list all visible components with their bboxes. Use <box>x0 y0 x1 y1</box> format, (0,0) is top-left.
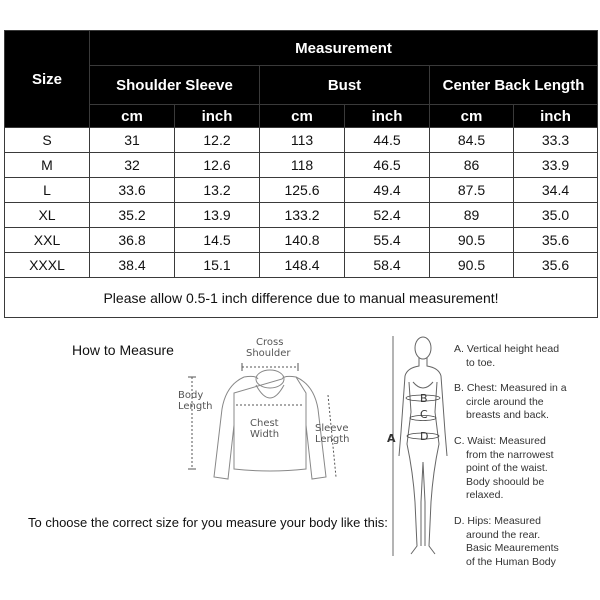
value-cell: 12.6 <box>175 153 260 178</box>
group-header-center-back-length: Center Back Length <box>430 66 598 105</box>
unit-header: inch <box>175 105 260 128</box>
value-cell: 46.5 <box>345 153 430 178</box>
sleeve-length-label: Sleeve <box>315 423 349 434</box>
body-length-label: Body <box>178 390 204 401</box>
size-cell: S <box>5 128 90 153</box>
value-cell: 118 <box>260 153 345 178</box>
legend-line: point of the waist. <box>466 462 548 474</box>
value-cell: 38.4 <box>90 253 175 278</box>
height-letter: A <box>387 432 396 445</box>
measurement-header: Measurement <box>90 31 598 66</box>
sweater-left-sleeve <box>214 377 244 479</box>
size-cell: XXXL <box>5 253 90 278</box>
unit-header: cm <box>90 105 175 128</box>
legend-line: A. Vertical height head <box>454 343 560 355</box>
value-cell: 113 <box>260 128 345 153</box>
legend-line: relaxed. <box>466 489 504 501</box>
size-cell: L <box>5 178 90 203</box>
body-length-label: Length <box>178 401 213 412</box>
chest-width-label: Chest <box>250 418 279 429</box>
value-cell: 52.4 <box>345 203 430 228</box>
value-cell: 33.9 <box>514 153 598 178</box>
legend-line: of the Human Body <box>466 555 556 568</box>
value-cell: 84.5 <box>430 128 514 153</box>
legend-line: C. Waist: Measured <box>454 435 546 447</box>
unit-header: inch <box>345 105 430 128</box>
table-row <box>5 228 598 253</box>
cross-shoulder-label: Cross <box>256 337 284 348</box>
value-cell: 35.6 <box>514 228 598 253</box>
legend-line: around the rear. <box>466 528 541 541</box>
legend-line: B. Chest: Measured in a <box>454 382 567 394</box>
value-cell: 33.3 <box>514 128 598 153</box>
legend-waist <box>454 435 594 503</box>
waist-letter: C <box>420 408 428 421</box>
value-cell: 35.6 <box>514 253 598 278</box>
value-cell: 49.4 <box>345 178 430 203</box>
legend-line: circle around the <box>466 395 544 408</box>
legend-line: breasts and back. <box>466 409 549 421</box>
measurement-note: Please allow 0.5-1 inch difference due to manual measurement! <box>5 278 598 318</box>
size-cell: XL <box>5 203 90 228</box>
body-measurement-figure <box>385 332 455 567</box>
group-header-shoulder-sleeve: Shoulder Sleeve <box>90 66 260 105</box>
value-cell: 35.0 <box>514 203 598 228</box>
value-cell: 87.5 <box>430 178 514 203</box>
hip-letter: D <box>420 430 429 443</box>
value-cell: 90.5 <box>430 253 514 278</box>
unit-header: inch <box>514 105 598 128</box>
table-row <box>5 128 598 153</box>
value-cell: 33.6 <box>90 178 175 203</box>
head-shape <box>415 337 431 359</box>
sleeve-length-label: Length <box>315 434 350 445</box>
value-cell: 125.6 <box>260 178 345 203</box>
size-cell: M <box>5 153 90 178</box>
value-cell: 58.4 <box>345 253 430 278</box>
value-cell: 86 <box>430 153 514 178</box>
value-cell: 148.4 <box>260 253 345 278</box>
size-cell: XXL <box>5 228 90 253</box>
value-cell: 13.2 <box>175 178 260 203</box>
legend-line: to toe. <box>466 356 496 369</box>
unit-header: cm <box>260 105 345 128</box>
choose-size-instruction: To choose the correct size for you measure your body like this: <box>28 515 388 530</box>
legend-line: Basic Meaurements <box>466 542 559 554</box>
chest-width-label: Width <box>250 429 280 440</box>
table-row <box>5 253 598 278</box>
group-header-bust: Bust <box>260 66 430 105</box>
value-cell: 35.2 <box>90 203 175 228</box>
value-cell: 31 <box>90 128 175 153</box>
value-cell: 55.4 <box>345 228 430 253</box>
size-header: Size <box>5 31 90 128</box>
table-row <box>5 203 598 228</box>
value-cell: 13.9 <box>175 203 260 228</box>
cross-shoulder-label: Shoulder <box>246 348 291 359</box>
value-cell: 133.2 <box>260 203 345 228</box>
legend-height <box>454 343 594 370</box>
unit-header: cm <box>430 105 514 128</box>
table-row <box>5 153 598 178</box>
value-cell: 44.5 <box>345 128 430 153</box>
body-outline <box>399 358 447 554</box>
value-cell: 36.8 <box>90 228 175 253</box>
value-cell: 14.5 <box>175 228 260 253</box>
value-cell: 12.2 <box>175 128 260 153</box>
value-cell: 140.8 <box>260 228 345 253</box>
value-cell: 90.5 <box>430 228 514 253</box>
legend-chest <box>454 382 594 423</box>
value-cell: 34.4 <box>514 178 598 203</box>
value-cell: 32 <box>90 153 175 178</box>
sweater-diagram <box>170 335 360 490</box>
size-chart-table <box>4 30 598 318</box>
value-cell: 89 <box>430 203 514 228</box>
how-to-measure-title: How to Measure <box>72 342 174 358</box>
legend-hips <box>454 515 594 569</box>
legend-line: Body shoould be <box>466 475 545 488</box>
chest-letter: B <box>420 392 428 405</box>
table-row <box>5 178 598 203</box>
legend-line: D. Hips: Measured <box>454 515 541 527</box>
legend-line: from the narrowest <box>466 448 554 461</box>
value-cell: 15.1 <box>175 253 260 278</box>
